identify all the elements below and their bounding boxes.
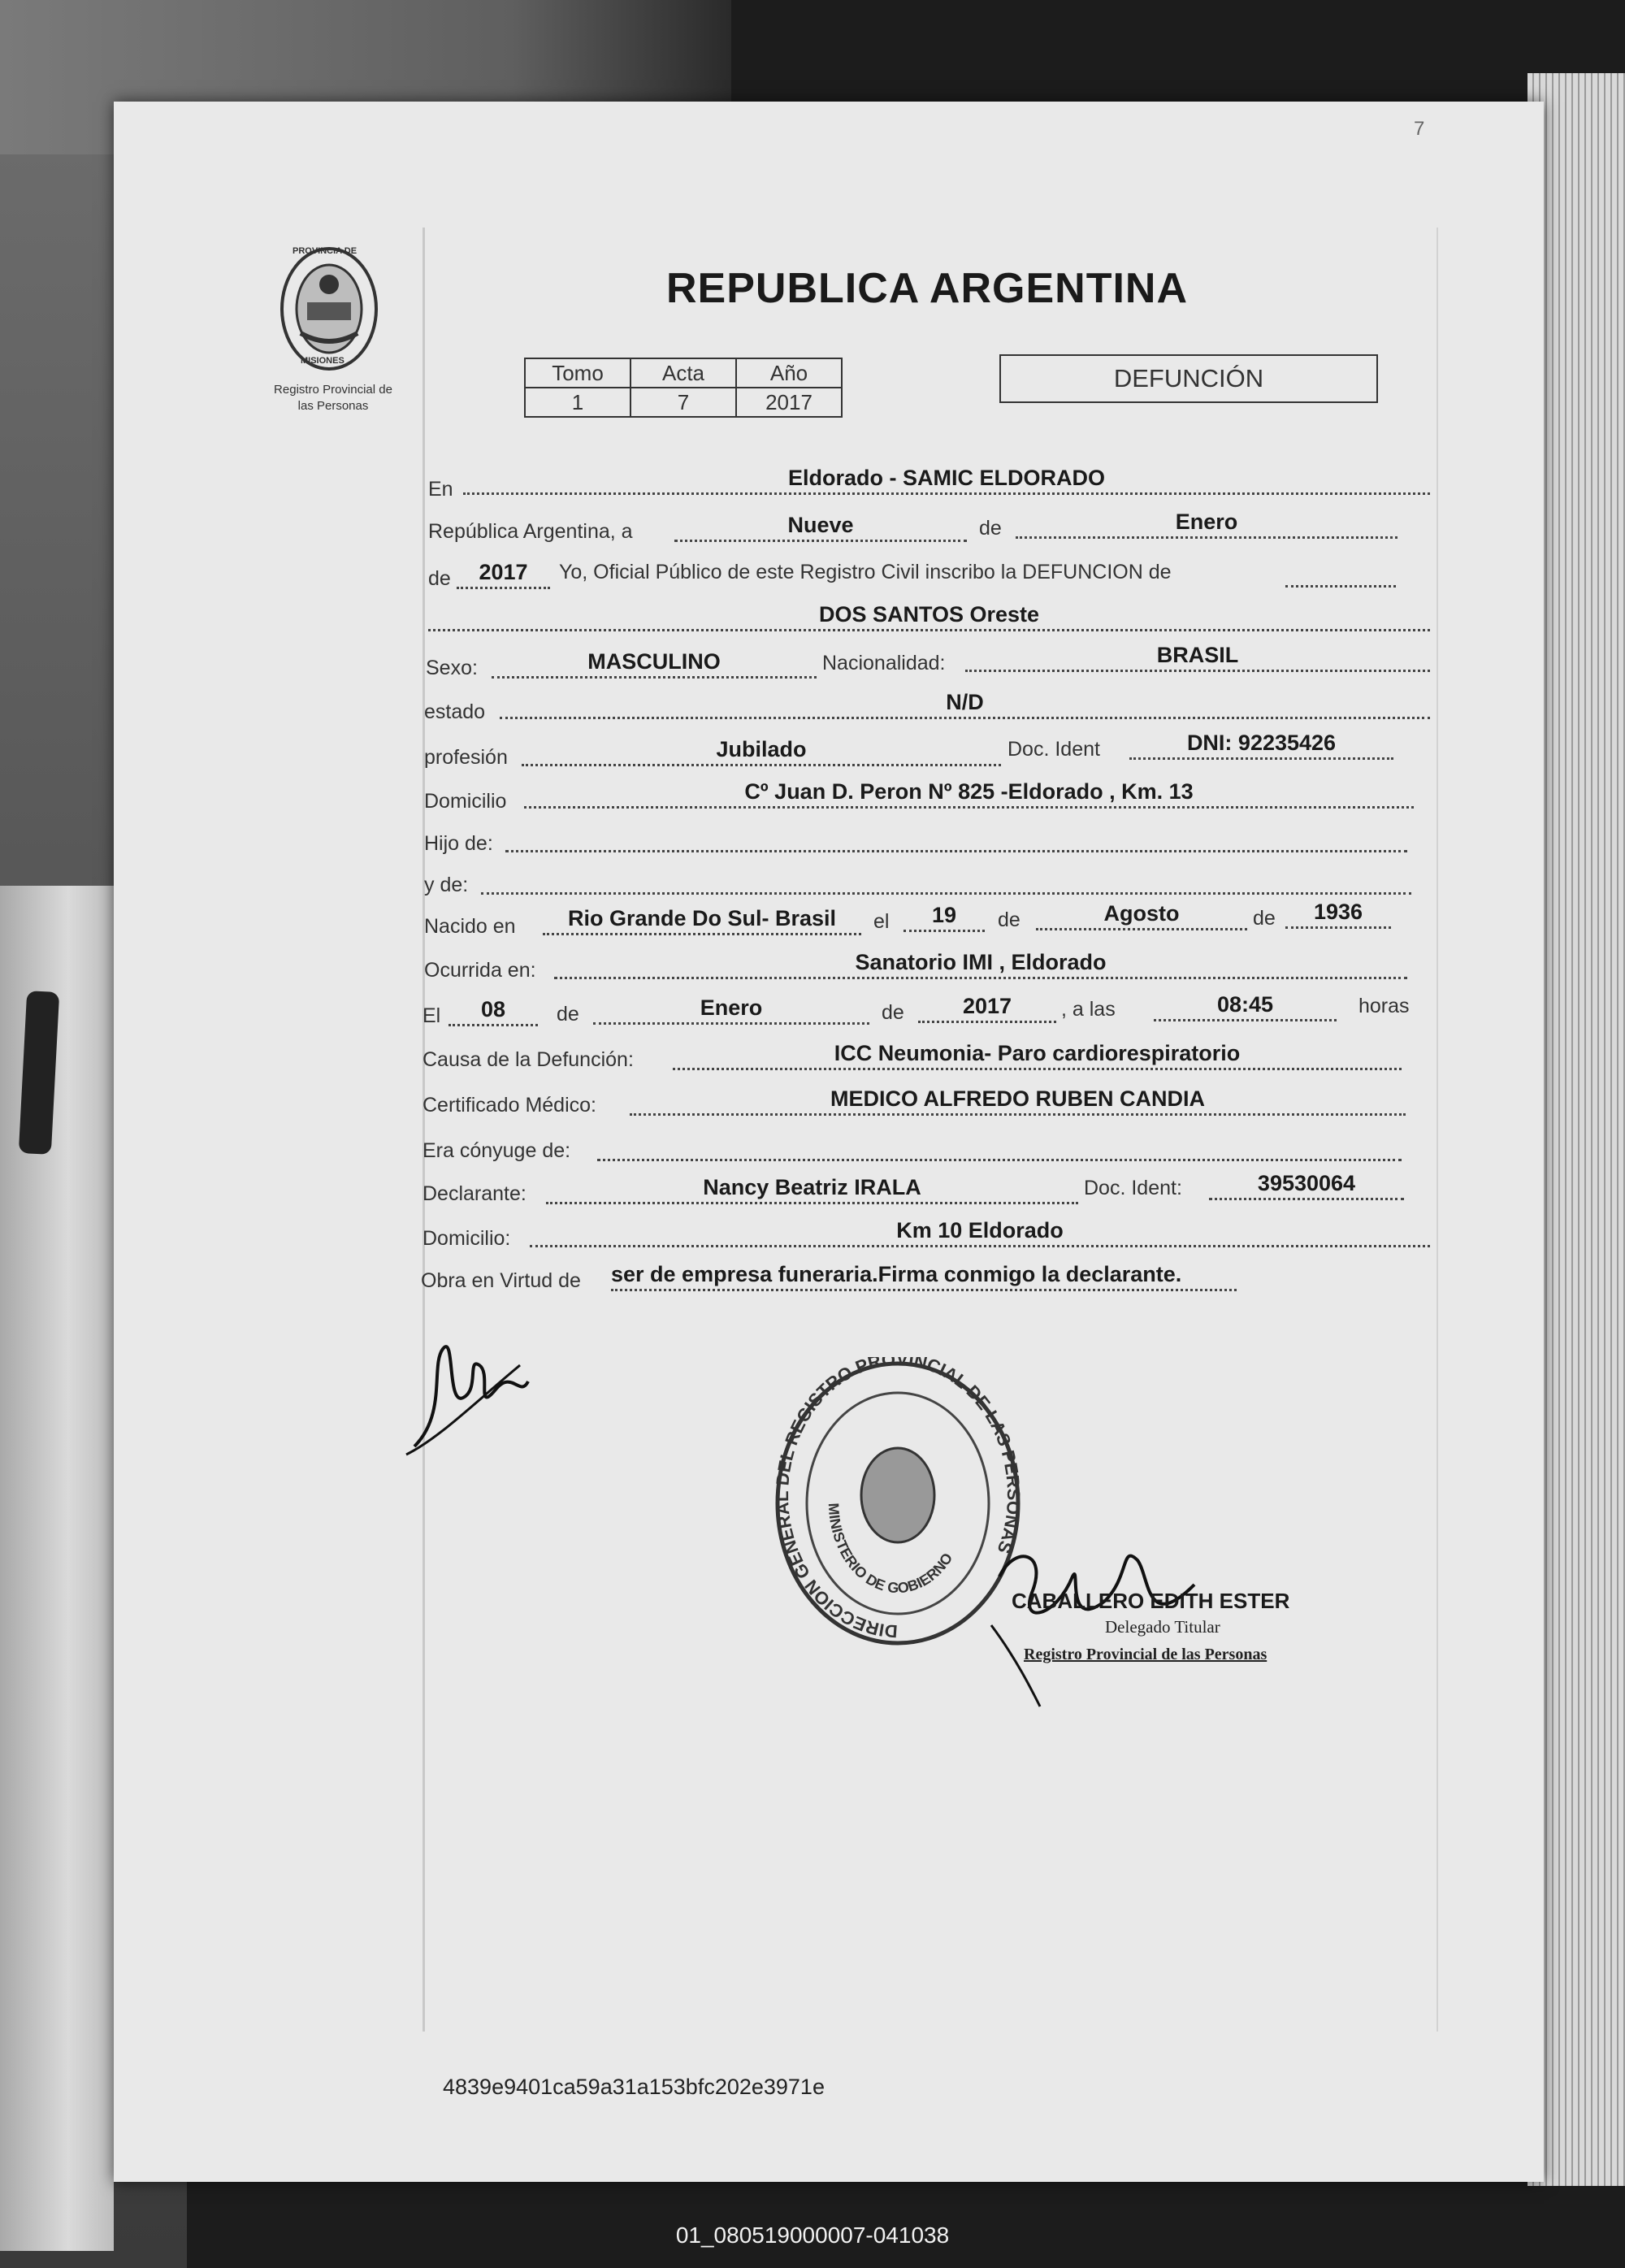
table-value-anio: 2017 (736, 388, 842, 417)
label-el2: El (422, 1004, 441, 1027)
label-ocurrida-en: Ocurrida en: (424, 959, 536, 982)
label-el: el (873, 910, 890, 933)
provincia-misiones-coat-of-arms-icon (276, 244, 382, 374)
label-de3: de (998, 909, 1020, 931)
table-value-tomo: 1 (525, 388, 630, 417)
margin-line-right (1436, 228, 1438, 2032)
signature-stamp-name: CABALLERO EDITH ESTER (1012, 1589, 1290, 1613)
logo-seal-text-bottom: MISIONES (301, 356, 344, 366)
label-domicilio2: Domicilio: (422, 1227, 511, 1250)
field-dia-inscripcion: Nueve (674, 512, 967, 542)
field-domicilio: Cº Juan D. Peron Nº 825 -Eldorado , Km. 13 (524, 778, 1414, 809)
label-doc-ident: Doc. Ident (1008, 738, 1100, 761)
seal-inner-text: MINISTERIO DE GOBIERNO (825, 1503, 956, 1597)
field-nac-mes: Agosto (1036, 900, 1247, 930)
label-y-de: y de: (424, 874, 469, 896)
field-anio-inscripcion: 2017 (457, 559, 550, 589)
field-declarante-domicilio: Km 10 Eldorado (530, 1217, 1430, 1247)
label-certificado: Certificado Médico: (422, 1094, 596, 1117)
logo-caption (248, 382, 418, 414)
logo-seal-text-top: PROVINCIA DE (292, 246, 358, 256)
declarant-signature-icon (398, 1316, 544, 1463)
field-obra-en-virtud: ser de empresa funeraria.Firma conmigo la declarante. (611, 1261, 1237, 1291)
signature-stamp-org: Registro Provincial de las Personas (1024, 1646, 1268, 1663)
margin-line (422, 228, 425, 2032)
table-header-anio: Año (736, 358, 842, 388)
label-de5: de (557, 1003, 579, 1026)
logo-caption-line1: Registro Provincial de (274, 383, 392, 397)
field-doc-ident: DNI: 92235426 (1129, 730, 1393, 760)
field-nac-dia: 19 (904, 902, 985, 932)
field-declarante-doc: 39530064 (1209, 1170, 1404, 1200)
field-nacido-en: Rio Grande Do Sul- Brasil (543, 905, 861, 935)
registry-table (524, 358, 843, 418)
label-doc-ident2: Doc. Ident: (1084, 1177, 1182, 1199)
label-horas: horas (1358, 995, 1410, 1017)
field-hijo-de (505, 822, 1407, 852)
field-estado: N/D (500, 689, 1430, 719)
field-profesion: Jubilado (522, 736, 1001, 766)
field-declarante: Nancy Beatriz IRALA (546, 1174, 1078, 1204)
document-title: REPUBLICA ARGENTINA (666, 265, 1189, 312)
field-sexo: MASCULINO (492, 648, 817, 679)
record-type-box: DEFUNCIÓN (999, 354, 1378, 403)
label-declarante: Declarante: (422, 1182, 526, 1205)
label-conyuge: Era cónyuge de: (422, 1139, 571, 1162)
field-def-anio: 2017 (918, 993, 1056, 1023)
document-hash: 4839e9401ca59a31a153bfc202e3971e (443, 2075, 825, 2099)
table-header-tomo: Tomo (525, 358, 630, 388)
field-lugar: Eldorado - SAMIC ELDORADO (463, 465, 1430, 495)
label-obra: Obra en Virtud de (421, 1269, 581, 1292)
field-nombre: DOS SANTOS Oreste (428, 601, 1430, 631)
field-y-de (481, 865, 1411, 895)
field-ocurrida-en: Sanatorio IMI , Eldorado (554, 949, 1407, 979)
label-yo-oficial: Yo, Oficial Público de este Registro Civil inscribo la DEFUNCION de (559, 561, 1172, 583)
label-de2: de (428, 567, 451, 590)
label-de6: de (882, 1001, 904, 1024)
label-a-las: , a las (1061, 998, 1116, 1021)
field-def-dia: 08 (448, 996, 538, 1026)
field-nac-anio: 1936 (1285, 899, 1391, 929)
field-nombre-inicio (1285, 557, 1396, 588)
label-hijo-de: Hijo de: (424, 832, 493, 855)
field-conyuge (597, 1131, 1402, 1161)
table-header-acta: Acta (630, 358, 736, 388)
field-def-mes: Enero (593, 995, 869, 1025)
label-republica: República Argentina, a (428, 520, 633, 543)
logo-caption-line2: las Personas (297, 399, 369, 413)
label-de: de (979, 517, 1002, 540)
seal-ring-text: DIRECCION GENERAL DEL REGISTRO PROVINCIAL DE LAS PERSONAS (772, 1357, 1024, 1642)
label-profesion: profesión (424, 746, 508, 769)
label-en: En (428, 478, 453, 501)
label-nacido-en: Nacido en (424, 915, 516, 938)
page-number: 7 (1414, 118, 1425, 140)
field-certificado: MEDICO ALFREDO RUBEN CANDIA (630, 1086, 1406, 1116)
signature-stamp-title: Delegado Titular (1105, 1617, 1220, 1637)
label-causa: Causa de la Defunción: (422, 1048, 634, 1071)
label-sexo: Sexo: (426, 657, 478, 679)
image-filename: 01_080519000007-041038 (675, 2222, 950, 2248)
field-nacionalidad: BRASIL (965, 642, 1430, 672)
table-value-acta: 7 (630, 388, 736, 417)
label-nacionalidad: Nacionalidad: (822, 652, 946, 674)
field-causa: ICC Neumonia- Paro cardiorespiratorio (673, 1040, 1402, 1070)
label-domicilio: Domicilio (424, 790, 507, 813)
label-de4: de (1253, 907, 1276, 930)
field-mes-inscripcion: Enero (1016, 509, 1398, 539)
field-def-hora: 08:45 (1154, 991, 1337, 1021)
label-estado: estado (424, 700, 486, 723)
binder-edge (0, 886, 114, 2251)
